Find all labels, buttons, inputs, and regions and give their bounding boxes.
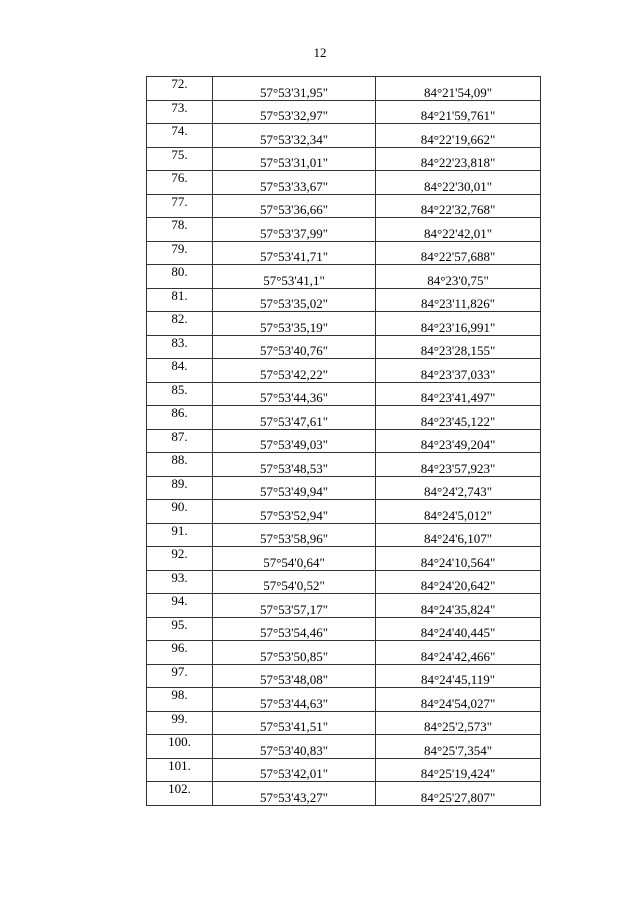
table-row: [147, 617, 541, 641]
latitude-cell: 57°53'44,63": [213, 688, 376, 712]
longitude-cell: 84°24'40,445": [376, 617, 541, 641]
latitude-cell: 57°53'43,27": [213, 782, 376, 806]
latitude-cell: 57°53'44,36": [213, 382, 376, 406]
point-number-cell: 90.: [147, 500, 213, 524]
latitude-cell: 57°53'33,67": [213, 171, 376, 195]
longitude-cell: 84°22'42,01": [376, 218, 541, 242]
point-number-cell: 76.: [147, 171, 213, 195]
latitude-cell: 57°53'41,1": [213, 265, 376, 289]
point-number-cell: 101.: [147, 758, 213, 782]
latitude-cell: 57°53'48,53": [213, 453, 376, 477]
longitude-cell: 84°23'57,923": [376, 453, 541, 477]
table-row: [147, 782, 541, 806]
longitude-cell: 84°21'59,761": [376, 100, 541, 124]
latitude-cell: 57°54'0,52": [213, 570, 376, 594]
point-number-cell: 72.: [147, 77, 213, 101]
table-row: [147, 547, 541, 571]
point-number-cell: 86.: [147, 406, 213, 430]
longitude-cell: 84°25'27,807": [376, 782, 541, 806]
coordinates-table: [146, 76, 541, 806]
latitude-cell: 57°53'47,61": [213, 406, 376, 430]
point-number-cell: 84.: [147, 359, 213, 383]
latitude-cell: 57°53'57,17": [213, 594, 376, 618]
point-number-cell: 83.: [147, 335, 213, 359]
table-row: [147, 265, 541, 289]
longitude-cell: 84°23'0,75": [376, 265, 541, 289]
latitude-cell: 57°54'0,64": [213, 547, 376, 571]
latitude-cell: 57°53'31,95": [213, 77, 376, 101]
longitude-cell: 84°24'45,119": [376, 664, 541, 688]
longitude-cell: 84°23'11,826": [376, 288, 541, 312]
longitude-cell: 84°24'2,743": [376, 476, 541, 500]
latitude-cell: 57°53'58,96": [213, 523, 376, 547]
table-row: [147, 711, 541, 735]
table-row: [147, 758, 541, 782]
longitude-cell: 84°24'5,012": [376, 500, 541, 524]
latitude-cell: 57°53'40,76": [213, 335, 376, 359]
longitude-cell: 84°25'19,424": [376, 758, 541, 782]
latitude-cell: 57°53'52,94": [213, 500, 376, 524]
table-row: [147, 218, 541, 242]
longitude-cell: 84°23'41,497": [376, 382, 541, 406]
table-row: [147, 523, 541, 547]
table-row: [147, 194, 541, 218]
longitude-cell: 84°24'10,564": [376, 547, 541, 571]
table-row: [147, 288, 541, 312]
longitude-cell: 84°23'49,204": [376, 429, 541, 453]
point-number-cell: 93.: [147, 570, 213, 594]
page-number: 12: [313, 45, 327, 60]
latitude-cell: 57°53'49,03": [213, 429, 376, 453]
longitude-cell: 84°23'45,122": [376, 406, 541, 430]
table-row: [147, 312, 541, 336]
latitude-cell: 57°53'41,51": [213, 711, 376, 735]
longitude-cell: 84°22'30,01": [376, 171, 541, 195]
table-row: [147, 453, 541, 477]
table-row: [147, 124, 541, 148]
point-number-cell: 79.: [147, 241, 213, 265]
latitude-cell: 57°53'37,99": [213, 218, 376, 242]
table-row: [147, 359, 541, 383]
longitude-cell: 84°24'35,824": [376, 594, 541, 618]
latitude-cell: 57°53'48,08": [213, 664, 376, 688]
point-number-cell: 75.: [147, 147, 213, 171]
longitude-cell: 84°22'32,768": [376, 194, 541, 218]
longitude-cell: 84°25'7,354": [376, 735, 541, 759]
longitude-cell: 84°22'57,688": [376, 241, 541, 265]
point-number-cell: 87.: [147, 429, 213, 453]
longitude-cell: 84°24'20,642": [376, 570, 541, 594]
table-row: [147, 147, 541, 171]
point-number-cell: 91.: [147, 523, 213, 547]
point-number-cell: 92.: [147, 547, 213, 571]
point-number-cell: 89.: [147, 476, 213, 500]
latitude-cell: 57°53'40,83": [213, 735, 376, 759]
point-number-cell: 96.: [147, 641, 213, 665]
point-number-cell: 99.: [147, 711, 213, 735]
latitude-cell: 57°53'36,66": [213, 194, 376, 218]
longitude-cell: 84°24'54,027": [376, 688, 541, 712]
latitude-cell: 57°53'50,85": [213, 641, 376, 665]
coordinates-table-body: [147, 77, 541, 806]
table-row: [147, 688, 541, 712]
table-row: [147, 641, 541, 665]
point-number-cell: 102.: [147, 782, 213, 806]
point-number-cell: 98.: [147, 688, 213, 712]
longitude-cell: 84°22'23,818": [376, 147, 541, 171]
longitude-cell: 84°24'6,107": [376, 523, 541, 547]
table-row: [147, 406, 541, 430]
latitude-cell: 57°53'42,01": [213, 758, 376, 782]
table-row: [147, 382, 541, 406]
table-row: [147, 664, 541, 688]
table-row: [147, 500, 541, 524]
longitude-cell: 84°23'16,991": [376, 312, 541, 336]
table-row: [147, 429, 541, 453]
latitude-cell: 57°53'31,01": [213, 147, 376, 171]
latitude-cell: 57°53'54,46": [213, 617, 376, 641]
latitude-cell: 57°53'49,94": [213, 476, 376, 500]
latitude-cell: 57°53'35,02": [213, 288, 376, 312]
table-row: [147, 77, 541, 101]
point-number-cell: 81.: [147, 288, 213, 312]
longitude-cell: 84°25'2,573": [376, 711, 541, 735]
longitude-cell: 84°21'54,09": [376, 77, 541, 101]
table-row: [147, 241, 541, 265]
point-number-cell: 82.: [147, 312, 213, 336]
table-row: [147, 171, 541, 195]
table-row: [147, 100, 541, 124]
point-number-cell: 88.: [147, 453, 213, 477]
longitude-cell: 84°23'37,033": [376, 359, 541, 383]
point-number-cell: 85.: [147, 382, 213, 406]
table-row: [147, 594, 541, 618]
longitude-cell: 84°24'42,466": [376, 641, 541, 665]
point-number-cell: 74.: [147, 124, 213, 148]
point-number-cell: 94.: [147, 594, 213, 618]
point-number-cell: 73.: [147, 100, 213, 124]
point-number-cell: 95.: [147, 617, 213, 641]
latitude-cell: 57°53'35,19": [213, 312, 376, 336]
longitude-cell: 84°23'28,155": [376, 335, 541, 359]
point-number-cell: 77.: [147, 194, 213, 218]
latitude-cell: 57°53'42,22": [213, 359, 376, 383]
table-row: [147, 335, 541, 359]
latitude-cell: 57°53'32,34": [213, 124, 376, 148]
latitude-cell: 57°53'41,71": [213, 241, 376, 265]
point-number-cell: 97.: [147, 664, 213, 688]
table-row: [147, 735, 541, 759]
longitude-cell: 84°22'19,662": [376, 124, 541, 148]
point-number-cell: 78.: [147, 218, 213, 242]
point-number-cell: 100.: [147, 735, 213, 759]
table-row: [147, 476, 541, 500]
table-row: [147, 570, 541, 594]
point-number-cell: 80.: [147, 265, 213, 289]
latitude-cell: 57°53'32,97": [213, 100, 376, 124]
